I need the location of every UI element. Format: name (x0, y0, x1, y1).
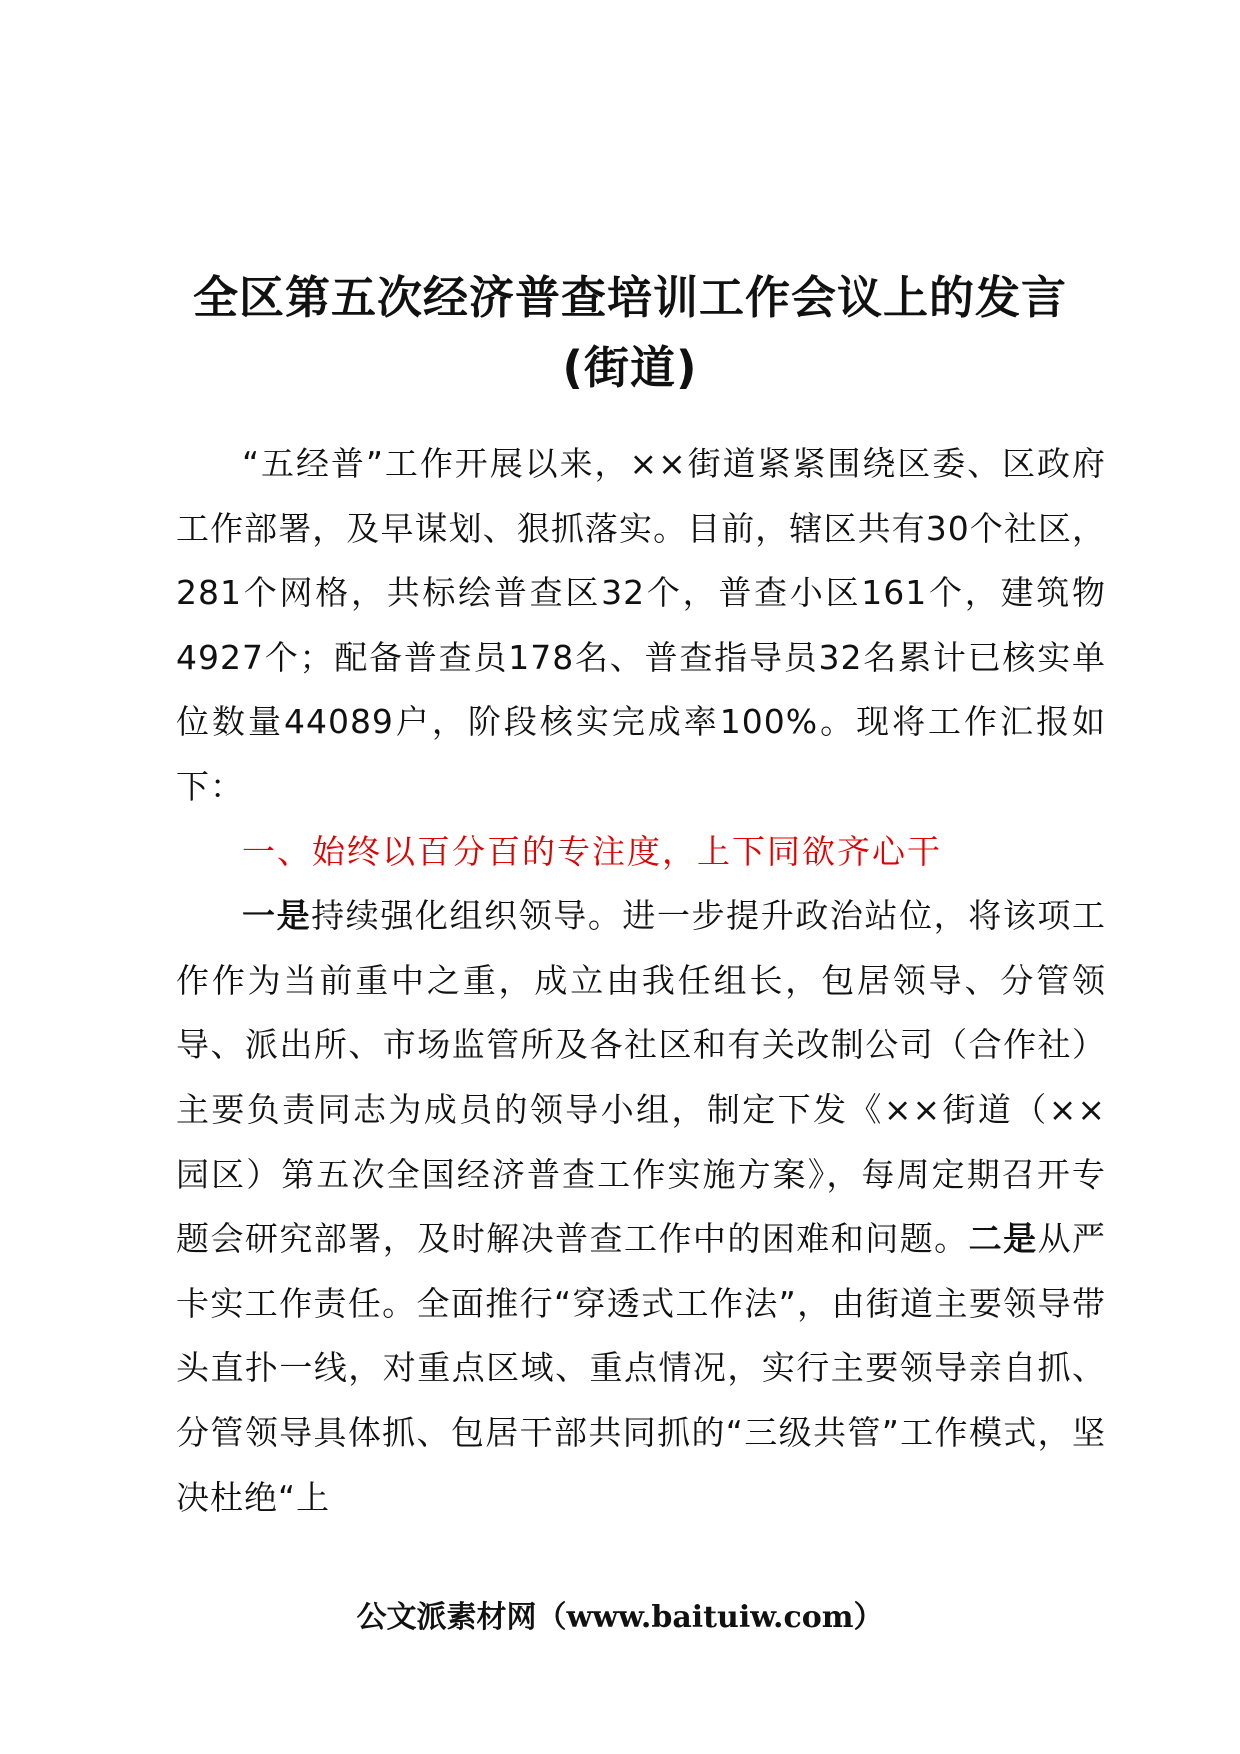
document-subtitle: (街道) (562, 341, 698, 394)
section1-paragraph (176, 884, 1106, 1530)
lead-label-1: 一是 (242, 896, 312, 936)
section1-text-2: 从严卡实工作责任。全面推行“穿透式工作法”，由街道主要领导带头直扑一线，对重点区域、重点情况，实行主要领导亲自抓、分管领导具体抓、包居干部共同抓的“三级共管”工作模式，坚决杜绝“上 (176, 1219, 1107, 1517)
document-body (176, 432, 1106, 1530)
section1-text-1: 持续强化组织领导。进一步提升政治站位，将该项工作作为当前重中之重，成立由我任组长，包居领导、分管领导、派出所、市场监管所及各社区和有关改制公司（合作社）主要负责同志为成员的领导小组，制定下发《××街道（××园区）第五次全国经济普查工作实施方案》，每周定期召开专题会研究部署，及时解决普查工作中的困难和问题。 (176, 896, 1107, 1259)
section-heading-1: 一、始终以百分百的专注度，上下同欲齐心干 (242, 831, 942, 871)
lead-label-2: 二是 (968, 1219, 1038, 1259)
intro-paragraph: “五经普”工作开展以来，××街道紧紧围绕区委、区政府工作部署，及早谋划、狠抓落实。目前，辖区共有30个社区，281个网格，共标绘普查区32个，普查小区161个，建筑物4927个；配备普查员178名、普查指导员32名累计已核实单位数量44089户，阶段核实完成率100%。现将工作汇报如下： (176, 444, 1106, 806)
footer-watermark: 公文派素材网（www.baituiw.com） (356, 1600, 884, 1635)
document-title: 全区第五次经济普查培训工作会议上的发言 (192, 271, 1067, 324)
